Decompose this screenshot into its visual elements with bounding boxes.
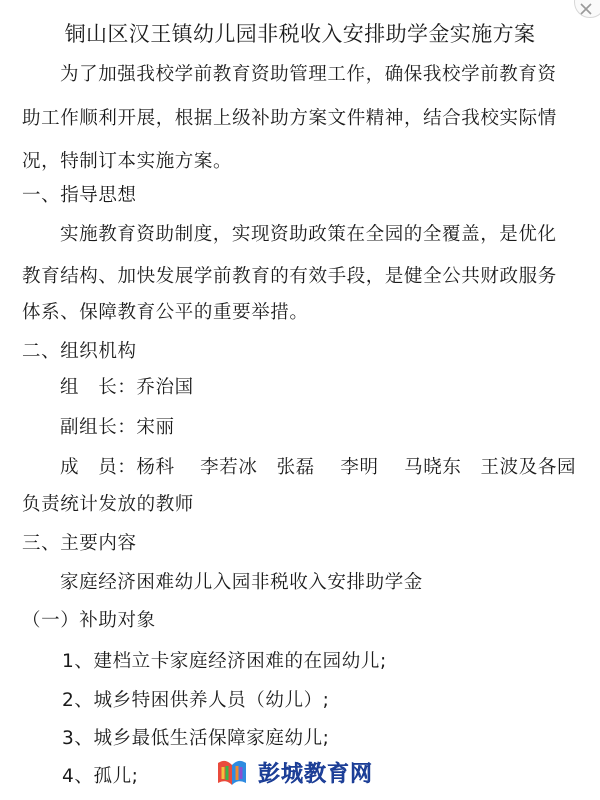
section-heading-guiding: 一、指导思想 (22, 185, 137, 206)
intro-line-3: 况，特制订本实施方案。 (22, 151, 233, 172)
intro-line-1: 为了加强我校学前教育资助管理工作，确保我校学前教育资 (60, 64, 557, 85)
org-deputy: 副组长：宋丽 (60, 417, 175, 438)
watermark-text: 彭城教育网 (258, 761, 374, 787)
org-members: 成 员：杨科 李若冰 张磊 李明 马晓东 王波及各园 (60, 457, 577, 478)
watermark (214, 754, 373, 790)
list-item: 1、建档立卡家庭经济困难的在园幼儿; (62, 651, 387, 672)
guiding-line-1: 实施教育资助制度，实现资助政策在全园的全覆盖，是优化 (60, 224, 557, 245)
close-button[interactable] (574, 0, 600, 18)
section-heading-organization: 二、组织机构 (22, 341, 137, 362)
intro-line-2: 助工作顺利开展，根据上级补助方案文件精神，结合我校实际情 (22, 108, 557, 129)
list-item: 3、城乡最低生活保障家庭幼儿; (62, 728, 330, 749)
org-members-cont: 负责统计发放的教师 (22, 494, 194, 515)
list-item: 2、城乡特困供养人员（幼儿）; (62, 690, 330, 711)
org-leader: 组 长：乔治国 (60, 377, 194, 398)
section-heading-content: 三、主要内容 (22, 533, 137, 554)
content-subtitle: 家庭经济困难幼儿入园非税收入安排助学金 (60, 572, 423, 593)
sub-heading-recipients: （一）补助对象 (22, 610, 156, 631)
document-title: 铜山区汉王镇幼儿园非税收入安排助学金实施方案 (64, 22, 536, 46)
book-logo-icon (214, 755, 250, 789)
list-item: 4、孤儿; (62, 766, 139, 787)
close-icon (579, 2, 593, 16)
guiding-line-2: 教育结构、加快发展学前教育的有效手段，是健全公共财政服务 (22, 266, 557, 287)
guiding-line-3: 体系、保障教育公平的重要举措。 (22, 302, 309, 323)
